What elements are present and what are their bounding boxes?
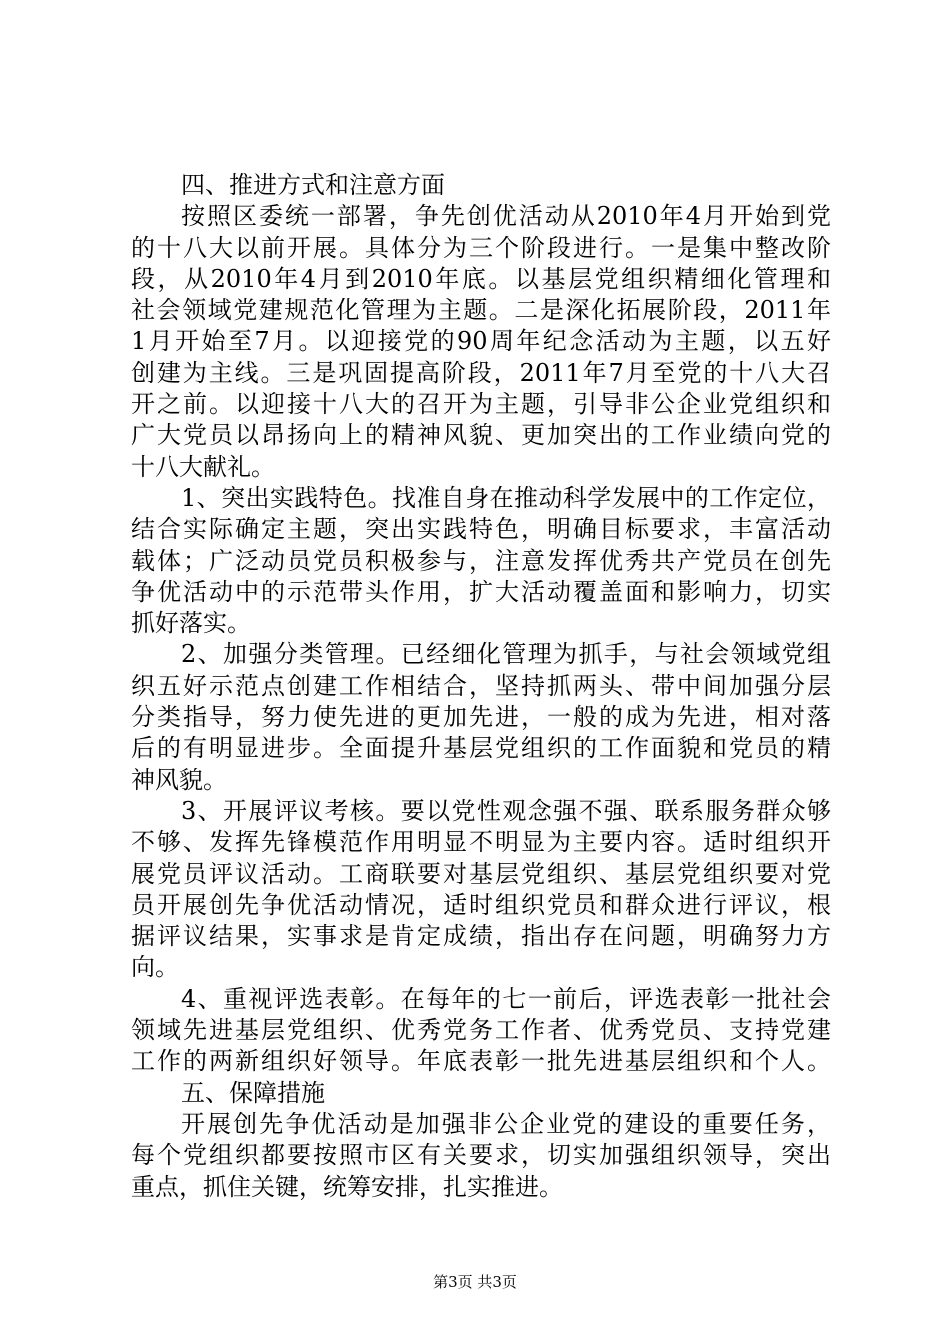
- text-line: 向。: [131, 953, 179, 982]
- text-line: 据评议结果，实事求是肯定成绩，指出存在问题，明确努力方: [131, 922, 831, 951]
- text-line: 创建为主线。三是巩固提高阶段，2011年7月至党的十八大召: [131, 358, 831, 387]
- text-line: 重点，抓住关键，统筹安排，扎实推进。: [131, 1172, 563, 1201]
- text-line: 2、加强分类管理。已经细化管理为抓手，与社会领域党组: [181, 640, 831, 669]
- text-line: 1月开始至7月。以迎接党的90周年纪念活动为主题，以五好: [131, 327, 831, 356]
- text-line: 按照区委统一部署，争先创优活动从2010年4月开始到党: [181, 202, 831, 231]
- text-line: 每个党组织都要按照市区有关要求，切实加强组织领导，突出: [131, 1141, 831, 1170]
- text-line: 员开展创先争优活动情况，适时组织党员和群众进行评议，根: [131, 890, 831, 919]
- text-line: 展党员评议活动。工商联要对基层党组织、基层党组织要对党: [131, 859, 831, 888]
- text-line: 载体；广泛动员党员积极参与，注意发挥优秀共产党员在创先: [131, 546, 831, 575]
- text-line: 社会领域党建规范化管理为主题。二是深化拓展阶段，2011年: [131, 296, 831, 325]
- text-line: 结合实际确定主题，突出实践特色，明确目标要求，丰富活动: [131, 515, 831, 544]
- page-footer: 第3页 共3页: [433, 1273, 517, 1291]
- text-line: 开之前。以迎接十八大的召开为主题，引导非公企业党组织和: [131, 390, 831, 419]
- text-line: 争优活动中的示范带头作用，扩大活动覆盖面和影响力，切实: [131, 577, 831, 606]
- text-line: 3、开展评议考核。要以党性观念强不强、联系服务群众够: [181, 796, 831, 825]
- text-line: 广大党员以昂扬向上的精神风貌、更加突出的工作业绩向党的: [131, 421, 831, 450]
- text-line: 十八大献礼。: [131, 452, 275, 481]
- text-line: 领域先进基层党组织、优秀党务工作者、优秀党员、支持党建: [131, 1016, 831, 1045]
- text-line: 1、突出实践特色。找准自身在推动科学发展中的工作定位，: [181, 483, 831, 512]
- text-line: 4、重视评选表彰。在每年的七一前后，评选表彰一批社会: [181, 984, 831, 1013]
- text-line: 四、推进方式和注意方面: [181, 171, 445, 199]
- document-body: [131, 170, 831, 1203]
- text-line: 神风貌。: [131, 765, 227, 794]
- text-line: 不够、发挥先锋模范作用明显不明显为主要内容。适时组织开: [131, 828, 831, 857]
- text-line: 抓好落实。: [131, 609, 251, 638]
- text-line: 工作的两新组织好领导。年底表彰一批先进基层组织和个人。: [131, 1047, 831, 1076]
- text-line: 五、保障措施: [181, 1078, 325, 1107]
- text-line: 的十八大以前开展。具体分为三个阶段进行。一是集中整改阶: [131, 233, 831, 262]
- text-line: 织五好示范点创建工作相结合，坚持抓两头、带中间加强分层: [131, 671, 831, 700]
- text-line: 段，从2010年4月到2010年底。以基层党组织精细化管理和: [131, 264, 831, 293]
- text-line: 开展创先争优活动是加强非公企业党的建设的重要任务，: [181, 1109, 831, 1138]
- text-line: 后的有明显进步。全面提升基层党组织的工作面貌和党员的精: [131, 734, 831, 763]
- text-line: 分类指导，努力使先进的更加先进，一般的成为先进，相对落: [131, 703, 831, 732]
